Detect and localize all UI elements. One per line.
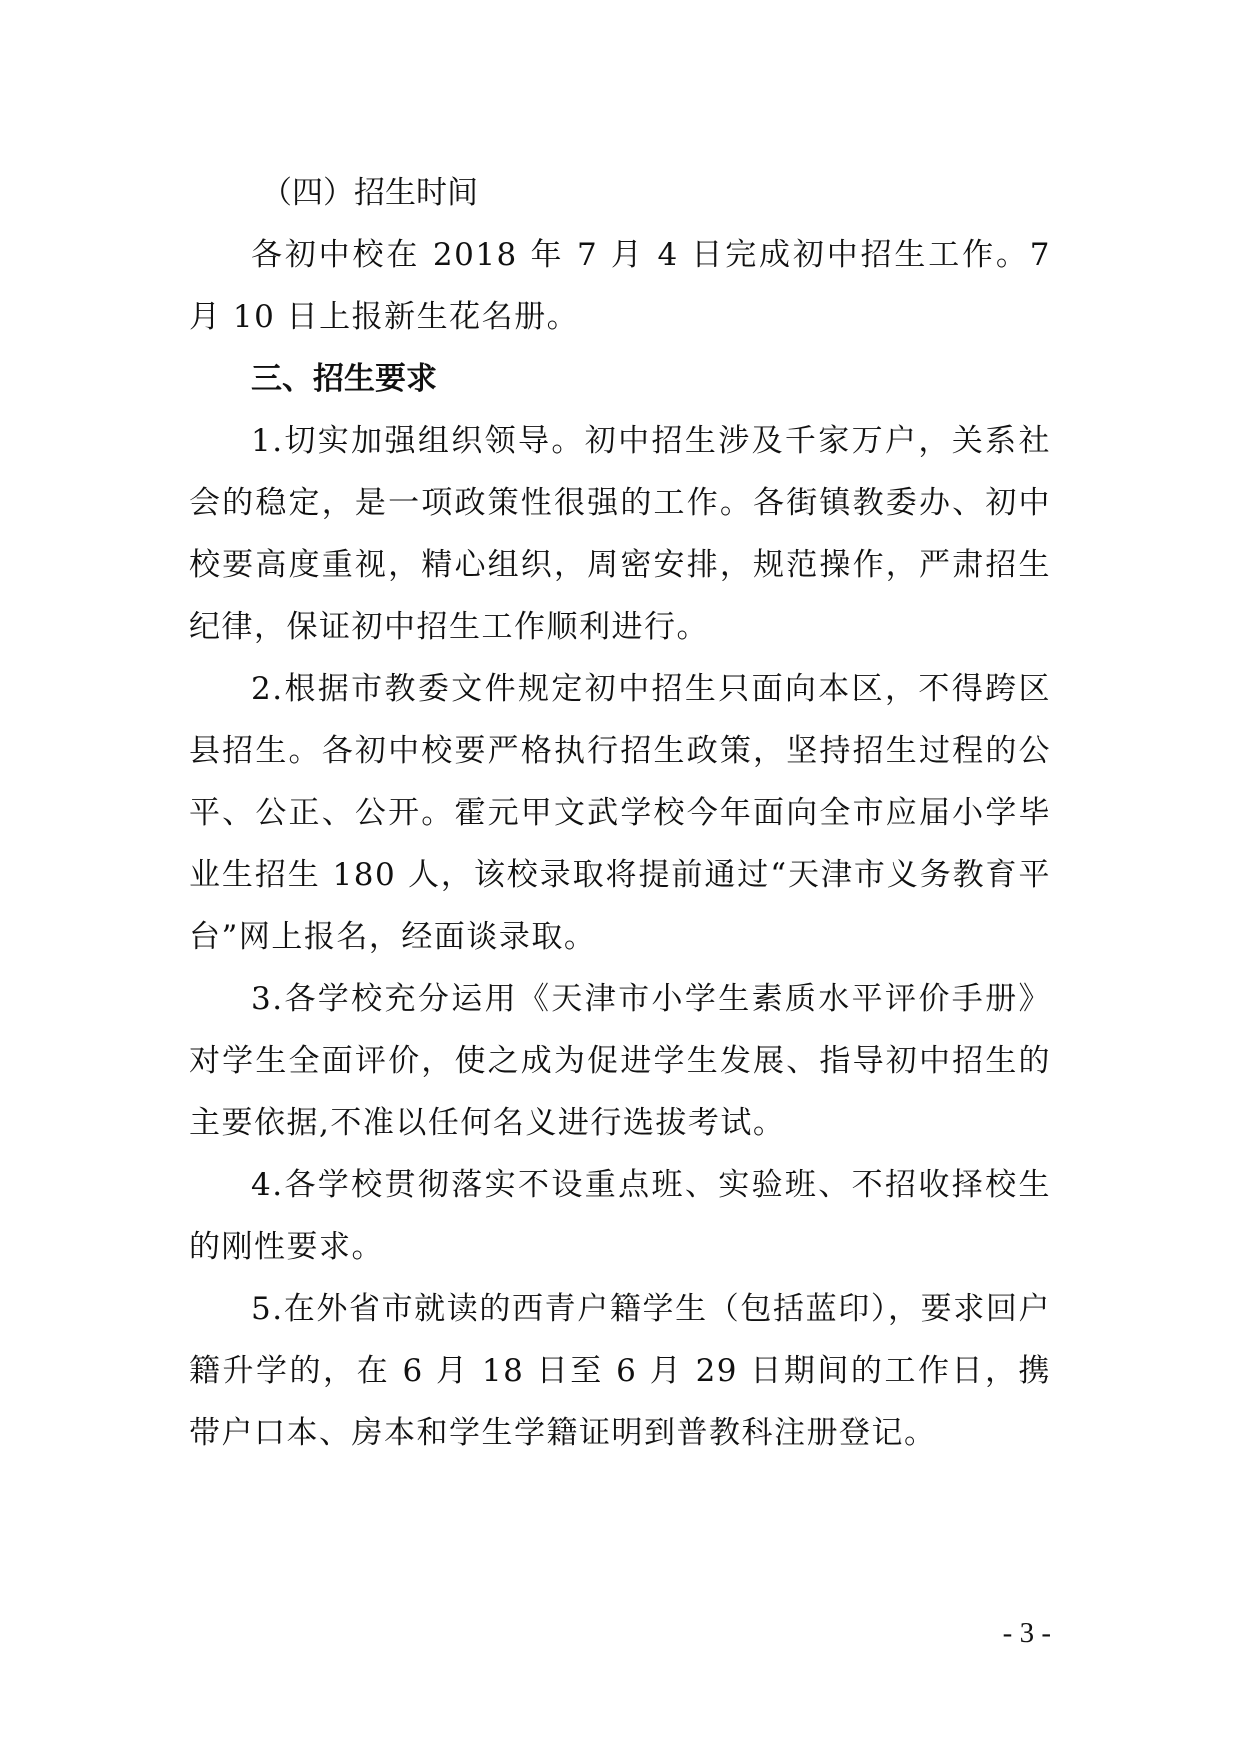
time-paragraph: 各初中校在 2018 年 7 月 4 日完成初中招生工作。7 月 10 日上报新生花名册。 [189, 237, 1051, 335]
page-number: - 3 - [1002, 1617, 1051, 1649]
requirement-item-4: 4.各学校贯彻落实不设重点班、实验班、不招收择校生的刚性要求。 [189, 1167, 1051, 1265]
section-subheading: （四）招生时间 [261, 175, 478, 211]
requirement-item-2: 2.根据市教委文件规定初中招生只面向本区，不得跨区县招生。各初中校要严格执行招生政策，坚持招生过程的公平、公正、公开。霍元甲文武学校今年面向全市应届小学毕业生招生 180 人，该校录取将提前通过“天津市义务教育平台”网上报名，经面谈录取。 [189, 671, 1051, 955]
page-body [189, 162, 1051, 1464]
requirement-item-1: 1.切实加强组织领导。初中招生涉及千家万户，关系社会的稳定，是一项政策性很强的工作。各街镇教委办、初中校要高度重视，精心组织，周密安排，规范操作，严肃招生纪律，保证初中招生工作顺利进行。 [189, 423, 1051, 645]
requirement-item-3: 3.各学校充分运用《天津市小学生素质水平评价手册》对学生全面评价，使之成为促进学生发展、指导初中招生的主要依据,不准以任何名义进行选拔考试。 [189, 981, 1051, 1141]
requirement-item-5: 5.在外省市就读的西青户籍学生（包括蓝印），要求回户籍升学的，在 6 月 18 日至 6 月 29 日期间的工作日，携带户口本、房本和学生学籍证明到普教科注册登记。 [189, 1291, 1051, 1451]
requirements-heading: 三、招生要求 [251, 361, 437, 397]
